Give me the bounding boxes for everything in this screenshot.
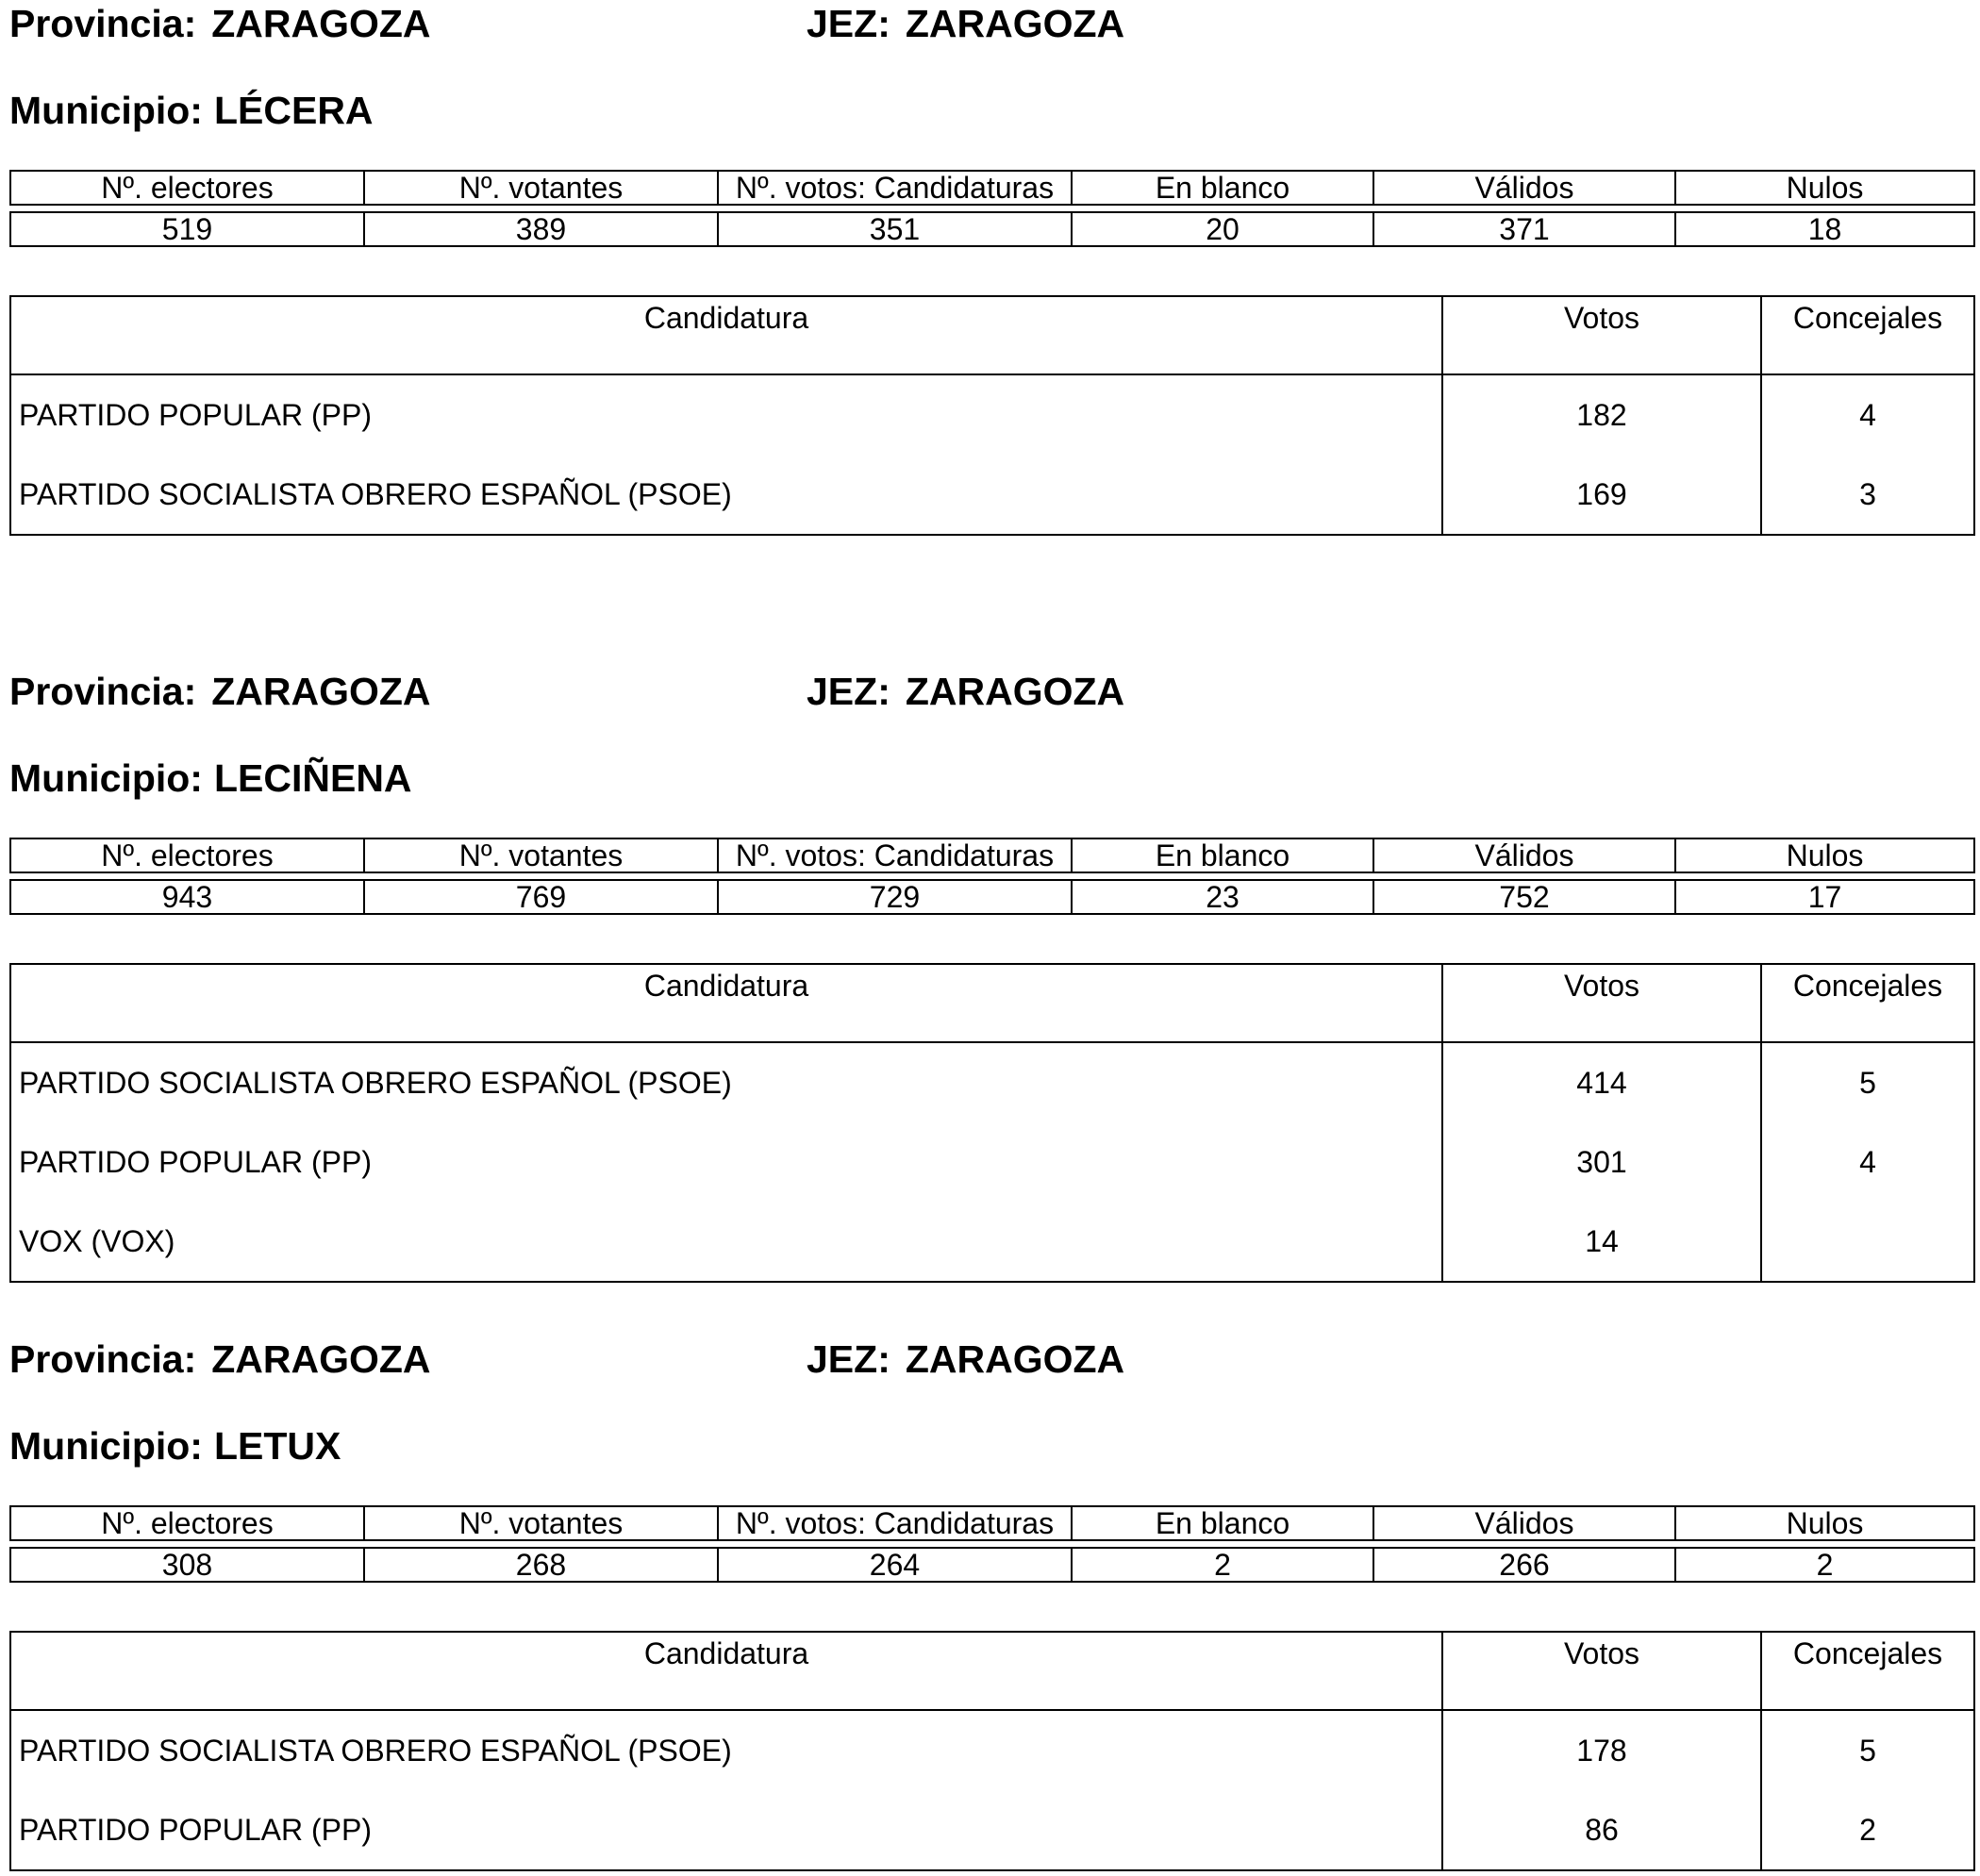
stats-value-cell: 20 — [1072, 212, 1373, 246]
candidatura-name: PARTIDO SOCIALISTA OBRERO ESPAÑOL (PSOE) — [10, 1042, 1442, 1122]
municipio-label: Municipio: — [9, 1424, 203, 1468]
jez-label: JEZ: — [807, 2, 890, 45]
stats-value-row — [10, 1548, 1974, 1582]
stats-value-cell: 371 — [1373, 212, 1675, 246]
stats-header-cell: Nº. votantes — [364, 1506, 718, 1540]
candidatura-concejales: 2 — [1859, 1812, 1876, 1847]
candidatura-votos: 301 — [1442, 1122, 1761, 1202]
municipio-label: Municipio: — [9, 756, 203, 800]
candidaturas-header-row — [10, 964, 1974, 1042]
stats-value-cell: 264 — [718, 1548, 1072, 1582]
provincia-value: ZARAGOZA — [211, 1337, 431, 1381]
candidaturas-table — [9, 295, 1975, 536]
candidaturas-header-cell: Candidatura — [10, 1632, 1442, 1710]
stats-value-row — [10, 212, 1974, 246]
stats-header-cell: Nulos — [1675, 1506, 1974, 1540]
stats-value-cell: 519 — [10, 212, 364, 246]
stats-value-cell: 308 — [10, 1548, 364, 1582]
candidaturas-header-cell: Candidatura — [10, 296, 1442, 374]
stats-value-cell: 2 — [1072, 1548, 1373, 1582]
stats-header-cell: Nº. votos: Candidaturas — [718, 1506, 1072, 1540]
stats-table — [9, 1505, 1975, 1583]
candidatura-votos: 414 — [1442, 1042, 1761, 1122]
stats-value-cell: 18 — [1675, 212, 1974, 246]
candidaturas-table — [9, 963, 1975, 1283]
stats-value-cell: 389 — [364, 212, 718, 246]
candidatura-name: VOX (VOX) — [10, 1202, 1442, 1282]
municipio-title — [9, 1422, 341, 1469]
stats-header-cell: Nulos — [1675, 838, 1974, 872]
candidatura-concejales: 3 — [1859, 476, 1876, 511]
candidatura-votos: 178 — [1442, 1710, 1761, 1790]
stats-header-cell: Nº. votantes — [364, 838, 718, 872]
candidatura-row — [10, 1202, 1974, 1282]
stats-header-cell: Nº. votos: Candidaturas — [718, 171, 1072, 205]
candidatura-votos: 182 — [1442, 374, 1761, 455]
stats-value-cell: 268 — [364, 1548, 718, 1582]
jez-line — [807, 668, 1124, 715]
jez-label: JEZ: — [807, 1337, 890, 1381]
jez-line — [807, 0, 1124, 47]
provincia-line — [9, 668, 431, 715]
candidatura-row — [10, 1790, 1974, 1870]
candidatura-row — [10, 1122, 1974, 1202]
candidaturas-table — [9, 1631, 1975, 1871]
candidaturas-header-cell: Concejales — [1761, 1632, 1974, 1710]
stats-header-cell: En blanco — [1072, 1506, 1373, 1540]
stats-table — [9, 170, 1975, 247]
candidatura-name: PARTIDO POPULAR (PP) — [10, 374, 1442, 455]
stats-header-cell: En blanco — [1072, 838, 1373, 872]
stats-table — [9, 838, 1975, 915]
candidaturas-header-cell: Concejales — [1761, 296, 1974, 374]
provincia-label: Provincia: — [9, 2, 197, 45]
candidatura-name: PARTIDO SOCIALISTA OBRERO ESPAÑOL (PSOE) — [10, 455, 1442, 535]
candidaturas-header-cell: Votos — [1442, 1632, 1761, 1710]
candidatura-row — [10, 1042, 1974, 1122]
provincia-line — [9, 1336, 431, 1383]
provincia-label: Provincia: — [9, 1337, 197, 1381]
stats-value-cell: 729 — [718, 880, 1072, 914]
municipio-title — [9, 755, 412, 802]
municipio-value: LETUX — [213, 1424, 341, 1468]
candidatura-name: PARTIDO POPULAR (PP) — [10, 1122, 1442, 1202]
stats-value-row — [10, 880, 1974, 914]
candidatura-concejales — [1761, 1202, 1974, 1282]
candidaturas-header-row — [10, 1632, 1974, 1710]
stats-value-cell: 943 — [10, 880, 364, 914]
stats-value-cell: 769 — [364, 880, 718, 914]
candidaturas-header-cell: Votos — [1442, 964, 1761, 1042]
provincia-line — [9, 0, 431, 47]
stats-header-cell: Nulos — [1675, 171, 1974, 205]
candidatura-row — [10, 455, 1974, 535]
stats-value-cell: 2 — [1675, 1548, 1974, 1582]
jez-value: ZARAGOZA — [905, 670, 1125, 713]
candidaturas-header-cell: Candidatura — [10, 964, 1442, 1042]
stats-header-row — [10, 171, 1974, 205]
stats-value-cell: 17 — [1675, 880, 1974, 914]
stats-header-cell: Nº. electores — [10, 838, 364, 872]
candidaturas-header-cell: Concejales — [1761, 964, 1974, 1042]
candidaturas-header-cell: Votos — [1442, 296, 1761, 374]
provincia-label: Provincia: — [9, 670, 197, 713]
candidatura-concejales: 5 — [1859, 1065, 1876, 1100]
stats-header-cell: Nº. votos: Candidaturas — [718, 838, 1072, 872]
stats-value-cell: 351 — [718, 212, 1072, 246]
candidatura-row — [10, 1710, 1974, 1790]
jez-line — [807, 1336, 1124, 1383]
candidatura-concejales: 5 — [1859, 1733, 1876, 1768]
stats-header-row — [10, 838, 1974, 872]
candidatura-row — [10, 374, 1974, 455]
stats-header-cell: En blanco — [1072, 171, 1373, 205]
jez-label: JEZ: — [807, 670, 890, 713]
stats-value-cell: 23 — [1072, 880, 1373, 914]
stats-header-cell: Nº. electores — [10, 1506, 364, 1540]
candidatura-concejales: 4 — [1859, 1144, 1876, 1179]
jez-value: ZARAGOZA — [905, 1337, 1125, 1381]
stats-value-cell: 752 — [1373, 880, 1675, 914]
stats-header-cell: Nº. votantes — [364, 171, 718, 205]
candidatura-votos: 14 — [1442, 1202, 1761, 1282]
stats-header-cell: Válidos — [1373, 1506, 1675, 1540]
stats-header-cell: Válidos — [1373, 838, 1675, 872]
candidatura-concejales: 4 — [1859, 397, 1876, 432]
stats-header-cell: Nº. electores — [10, 171, 364, 205]
candidatura-votos: 169 — [1442, 455, 1761, 535]
provincia-value: ZARAGOZA — [211, 670, 431, 713]
stats-header-cell: Válidos — [1373, 171, 1675, 205]
municipio-label: Municipio: — [9, 89, 203, 132]
candidatura-name: PARTIDO SOCIALISTA OBRERO ESPAÑOL (PSOE) — [10, 1710, 1442, 1790]
candidatura-votos: 86 — [1442, 1790, 1761, 1870]
candidatura-name: PARTIDO POPULAR (PP) — [10, 1790, 1442, 1870]
municipio-title — [9, 87, 374, 134]
jez-value: ZARAGOZA — [905, 2, 1125, 45]
provincia-value: ZARAGOZA — [211, 2, 431, 45]
stats-header-row — [10, 1506, 1974, 1540]
municipio-value: LÉCERA — [213, 89, 374, 132]
municipio-value: LECIÑENA — [213, 756, 412, 800]
candidaturas-header-row — [10, 296, 1974, 374]
stats-value-cell: 266 — [1373, 1548, 1675, 1582]
